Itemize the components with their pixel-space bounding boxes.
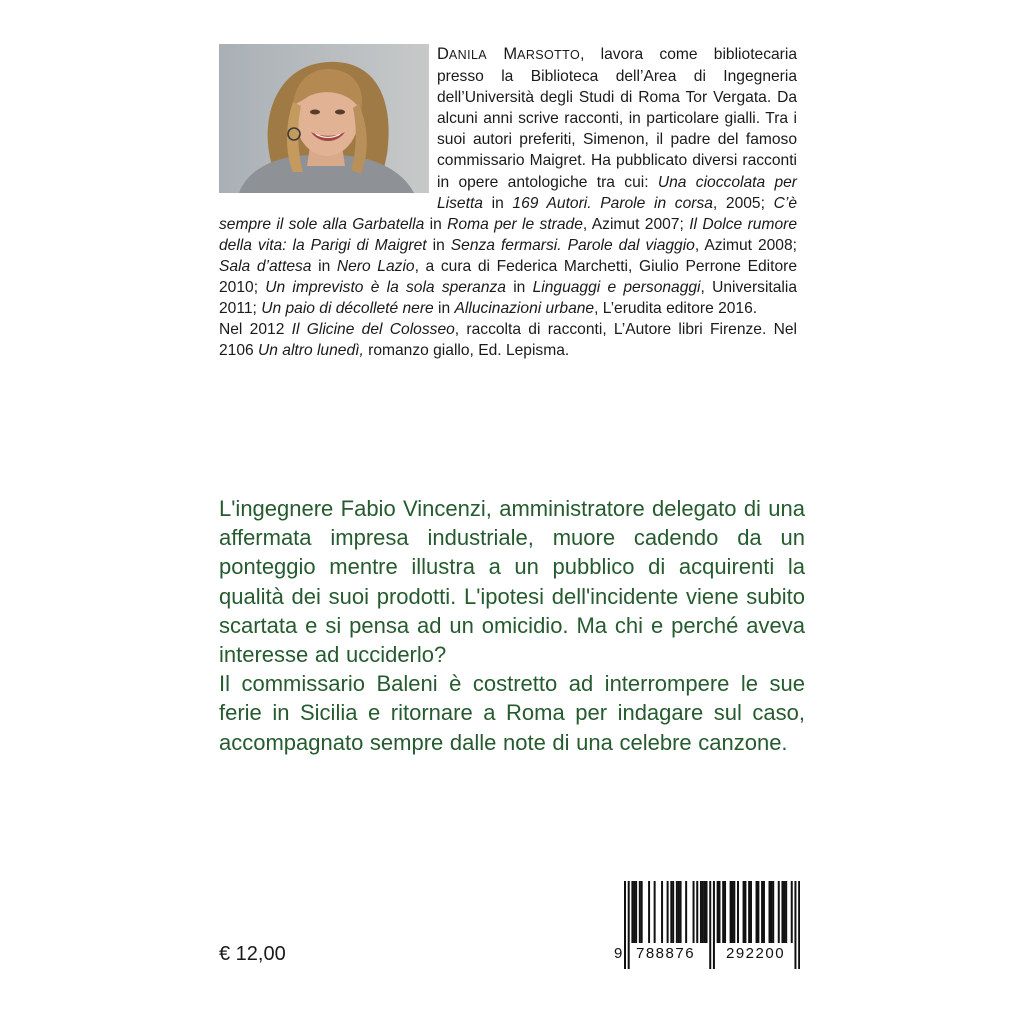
barcode-bar (791, 881, 793, 943)
book-blurb (219, 494, 805, 757)
barcode-group-right: 292200 (726, 945, 786, 962)
barcode-bar (635, 881, 637, 943)
barcode-bar (700, 881, 702, 943)
barcode-bar (704, 881, 706, 943)
barcode-bar (639, 881, 641, 943)
barcode-bar (748, 881, 750, 943)
barcode-bar (731, 881, 733, 943)
barcode-bar (680, 881, 682, 943)
barcode-group-left: 788876 (636, 945, 696, 962)
barcode-bar (770, 881, 772, 943)
barcode-bar (661, 881, 663, 943)
barcode-bar (763, 881, 765, 943)
barcode-bar (794, 881, 796, 969)
barcode-bar (761, 881, 763, 943)
barcode-bar (702, 881, 704, 943)
barcode-bar (744, 881, 746, 943)
biography-paragraph: DANILA MARSOTTO, lavora come bibliotecaria presso la Biblioteca dell’Area di Ingegneria dell’Università degli Studi di Roma Tor Vergata. Da alcuni anni scrive racconti, in particolare gialli. Tra i suoi autori preferiti, Simenon, il padre del famoso commissario Maigret. Ha pubblicato diversi racconti in opere antologiche tra cui: Una cioccolata per Lisetta in 169 Autori. Parole in corsa, 2005; C’è sempre il sole alla Garbatella in Roma per le strade, Azimut 2007; Il Dolce rumore della vita: la Parigi di Maigret in Senza fermarsi. Parole dal viaggio, Azimut 2008; Sala d’attesa in Nero Lazio, a cura di Federica Marchetti, Giulio Perrone Editore 2010; Un imprevisto è la sola speranza in Linguaggi e personaggi, Universitalia 2011; Un paio di décolleté nere in Allucinazioni urbane, L’erudita editore 2016. (219, 45, 798, 318)
photo-spacer (219, 44, 429, 193)
barcode-bar (781, 881, 783, 943)
barcode-bar (798, 881, 800, 969)
barcode-bar (783, 881, 785, 943)
blurb-paragraph-2: Il commissario Baleni è costretto ad interrompere le sue ferie in Sicilia e ritornare a Roma per indagare sul caso, accompagnato sempre dalle note di una celebre canzone. (219, 671, 805, 755)
barcode-digit-first: 9 (614, 945, 623, 962)
blurb-paragraph-1: L'ingegnere Fabio Vincenzi, amministratore delegato di una affermata impresa industriale, muore cadendo da un ponteggio mentre illustra a un pubblico di acquirenti la qualità dei suoi prodotti. L'ipotesi dell'incidente viene subito scartata e si pensa ad un omicidio. Ma chi e perché aveva interesse ad ucciderlo? (219, 496, 805, 668)
barcode-bar (631, 881, 633, 943)
barcode-bar (713, 881, 715, 969)
barcode-bar (696, 881, 698, 943)
barcode-bar (706, 881, 708, 943)
barcode-bar (772, 881, 774, 943)
author-name: DANILA MARSOTTO (437, 45, 581, 63)
barcode-bar (722, 881, 724, 943)
barcode-bar (633, 881, 635, 943)
barcode-bar (769, 881, 771, 943)
barcode-bar (670, 881, 672, 943)
barcode-bar (756, 881, 758, 943)
barcode-bar (678, 881, 680, 943)
barcode-bar (718, 881, 720, 943)
barcode-bar (648, 881, 650, 943)
barcode-bar (737, 881, 739, 943)
author-biography (219, 44, 797, 361)
barcode-bar (628, 881, 630, 969)
barcode-bar (676, 881, 678, 943)
barcode-bar (733, 881, 735, 943)
barcode-bar (717, 881, 719, 943)
barcode-bar (667, 881, 669, 943)
barcode-bar (641, 881, 643, 943)
barcode-bar (672, 881, 674, 943)
barcode-bar (757, 881, 759, 943)
barcode-bar (730, 881, 732, 943)
barcode-bar (785, 881, 787, 943)
barcode-bar (693, 881, 695, 943)
barcode-bar (743, 881, 745, 943)
barcode-bar (685, 881, 687, 943)
barcode-bar (709, 881, 711, 969)
barcode-bar (724, 881, 726, 943)
price-label: € 12,00 (219, 943, 286, 965)
barcode-bar (654, 881, 656, 943)
barcode-bar (750, 881, 752, 943)
biography-paragraph-2: Nel 2012 Il Glicine del Colosseo, raccolta di racconti, L’Autore libri Firenze. Nel 2106 Un altro lunedì, romanzo giallo, Ed. Lepisma. (219, 321, 797, 360)
barcode-bar (624, 881, 626, 969)
barcode-bar (778, 881, 780, 943)
